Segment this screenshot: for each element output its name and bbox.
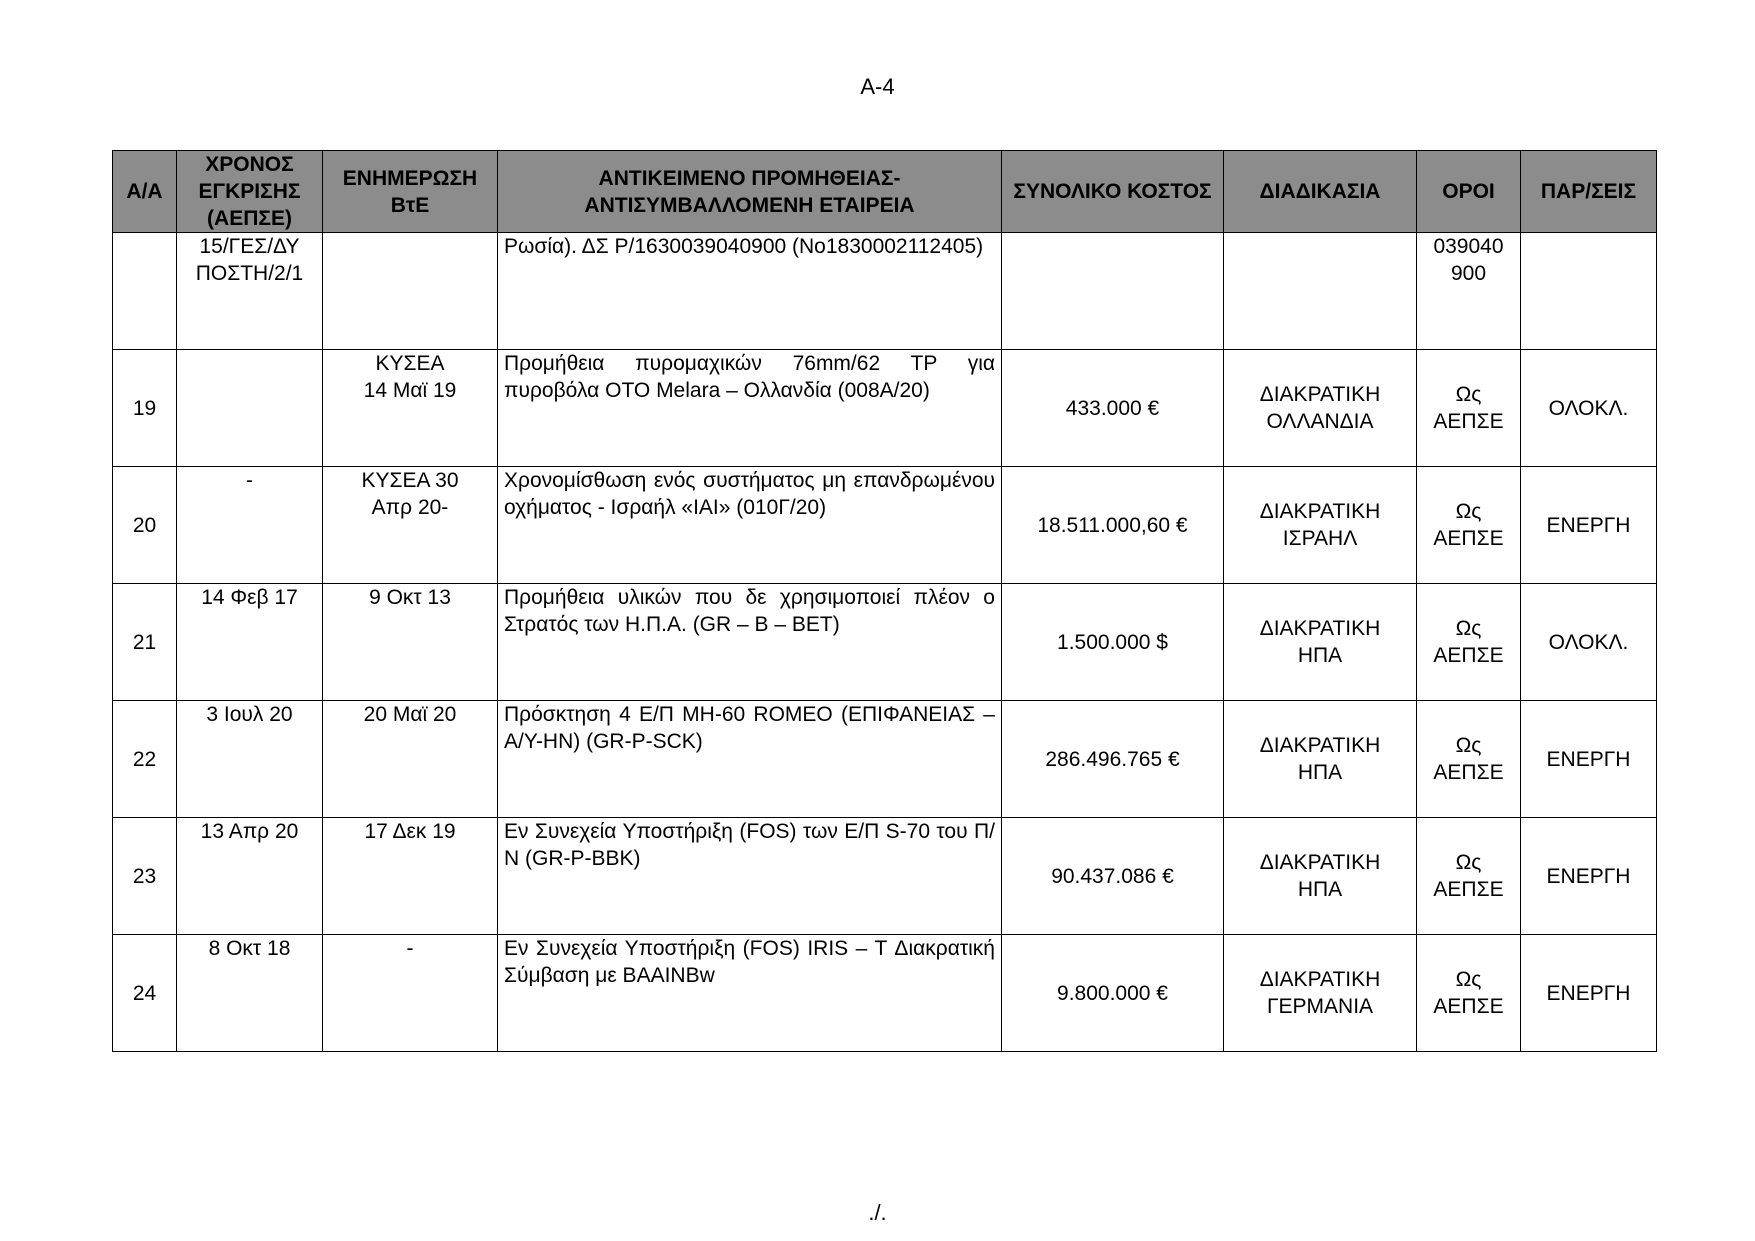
header-subject: ΑΝΤΙΚΕΙΜΕΝΟ ΠΡΟΜΗΘΕΙΑΣ- ΑΝΤΙΣΥΜΒΑΛΛΟΜΕΝΗ ΕΤΑΙΡΕΙΑ	[498, 151, 1002, 233]
cell-terms: Ως ΑΕΠΣΕ	[1417, 818, 1521, 935]
cell-approval: 14 Φεβ 17	[177, 584, 323, 701]
cell-aa	[113, 233, 177, 350]
cell-update: 20 Μαϊ 20	[323, 701, 498, 818]
cell-aa: 23	[113, 818, 177, 935]
cell-procedure: ΔΙΑΚΡΑΤΙΚΗ ΗΠΑ	[1224, 818, 1417, 935]
header-approval-time: ΧΡΟΝΟΣ ΕΓΚΡΙΣΗΣ (ΑΕΠΣΕ)	[177, 151, 323, 233]
cell-cost	[1002, 233, 1224, 350]
header-aa: Α/Α	[113, 151, 177, 233]
table-row	[113, 233, 1657, 350]
cell-terms: Ως ΑΕΠΣΕ	[1417, 467, 1521, 584]
cell-aa: 19	[113, 350, 177, 467]
cell-remarks: ΕΝΕΡΓΗ	[1521, 467, 1657, 584]
cell-cost: 18.511.000,60 €	[1002, 467, 1224, 584]
cell-procedure: ΔΙΑΚΡΑΤΙΚΗ ΗΠΑ	[1224, 701, 1417, 818]
cell-update: 9 Οκτ 13	[323, 584, 498, 701]
table-header-row	[113, 151, 1657, 233]
page-number: Α-4	[860, 74, 895, 99]
cell-procedure	[1224, 233, 1417, 350]
cell-remarks: ΟΛΟΚΛ.	[1521, 584, 1657, 701]
cell-cost: 9.800.000 €	[1002, 935, 1224, 1052]
cell-procedure: ΔΙΑΚΡΑΤΙΚΗ ΟΛΛΑΝΔΙΑ	[1224, 350, 1417, 467]
cell-update: ΚΥΣΕΑ 30 Απρ 20-	[323, 467, 498, 584]
cell-aa: 22	[113, 701, 177, 818]
cell-subject: Προμήθεια υλικών που δε χρησιμοποιεί πλέον ο Στρατός των Η.Π.Α. (GR – B – BET)	[498, 584, 1002, 701]
cell-aa: 21	[113, 584, 177, 701]
cell-procedure: ΔΙΑΚΡΑΤΙΚΗ ΓΕΡΜΑΝΙΑ	[1224, 935, 1417, 1052]
table-row	[113, 467, 1657, 584]
cell-approval: 15/ΓΕΣ/ΔΥ ΠΟΣΤΗ/2/1	[177, 233, 323, 350]
continuation-mark: ./.	[868, 1200, 887, 1225]
header-terms: ΟΡΟΙ	[1417, 151, 1521, 233]
cell-update: 17 Δεκ 19	[323, 818, 498, 935]
cell-remarks: ΕΝΕΡΓΗ	[1521, 701, 1657, 818]
table-row	[113, 935, 1657, 1052]
cell-update	[323, 233, 498, 350]
cell-approval: 8 Οκτ 18	[177, 935, 323, 1052]
cell-subject: Πρόσκτηση 4 Ε/Π ΜΗ-60 ROMEO (ΕΠΙΦΑΝΕΙΑΣ – Α/Υ-ΗΝ) (GR-P-SCK)	[498, 701, 1002, 818]
cell-terms: Ως ΑΕΠΣΕ	[1417, 935, 1521, 1052]
cell-cost: 286.496.765 €	[1002, 701, 1224, 818]
cell-terms: Ως ΑΕΠΣΕ	[1417, 350, 1521, 467]
cell-remarks: ΟΛΟΚΛ.	[1521, 350, 1657, 467]
cell-procedure: ΔΙΑΚΡΑΤΙΚΗ ΗΠΑ	[1224, 584, 1417, 701]
cell-approval: 3 Ιουλ 20	[177, 701, 323, 818]
cell-approval: 13 Απρ 20	[177, 818, 323, 935]
cell-aa: 24	[113, 935, 177, 1052]
cell-aa: 20	[113, 467, 177, 584]
cell-terms: 039040 900	[1417, 233, 1521, 350]
cell-remarks: ΕΝΕΡΓΗ	[1521, 935, 1657, 1052]
table-row	[113, 818, 1657, 935]
cell-approval: -	[177, 467, 323, 584]
cell-remarks	[1521, 233, 1657, 350]
cell-procedure: ΔΙΑΚΡΑΤΙΚΗ ΙΣΡΑΗΛ	[1224, 467, 1417, 584]
cell-cost: 433.000 €	[1002, 350, 1224, 467]
cell-subject: Ρωσία). ΔΣ Ρ/1630039040900 (Νο1830002112405)	[498, 233, 1002, 350]
cell-cost: 90.437.086 €	[1002, 818, 1224, 935]
cell-update: ΚΥΣΕΑ 14 Μαϊ 19	[323, 350, 498, 467]
cell-remarks: ΕΝΕΡΓΗ	[1521, 818, 1657, 935]
cell-cost: 1.500.000 $	[1002, 584, 1224, 701]
header-procedure: ΔΙΑΔΙΚΑΣΙΑ	[1224, 151, 1417, 233]
table-row	[113, 701, 1657, 818]
cell-update: -	[323, 935, 498, 1052]
cell-terms: Ως ΑΕΠΣΕ	[1417, 701, 1521, 818]
table-row	[113, 350, 1657, 467]
cell-subject: Προμήθεια πυρομαχικών 76mm/62 TP για πυροβόλα OTO Melara – Ολλανδία (008Α/20)	[498, 350, 1002, 467]
cell-subject: Εν Συνεχεία Υποστήριξη (FOS) των Ε/Π S-70 του Π/Ν (GR-P-BBK)	[498, 818, 1002, 935]
header-total-cost: ΣΥΝΟΛΙΚΟ ΚΟΣΤΟΣ	[1002, 151, 1224, 233]
cell-approval	[177, 350, 323, 467]
cell-subject: Χρονομίσθωση ενός συστήματος μη επανδρωμένου οχήματος - Ισραήλ «ΙΑΙ» (010Γ/20)	[498, 467, 1002, 584]
table-row	[113, 584, 1657, 701]
procurement-table	[112, 150, 1657, 1052]
cell-terms: Ως ΑΕΠΣΕ	[1417, 584, 1521, 701]
header-update: ΕΝΗΜΕΡΩΣΗ ΒτΕ	[323, 151, 498, 233]
header-remarks: ΠΑΡ/ΣΕΙΣ	[1521, 151, 1657, 233]
cell-subject: Εν Συνεχεία Υποστήριξη (FOS) IRIS – T Διακρατική Σύμβαση με BAAINBw	[498, 935, 1002, 1052]
